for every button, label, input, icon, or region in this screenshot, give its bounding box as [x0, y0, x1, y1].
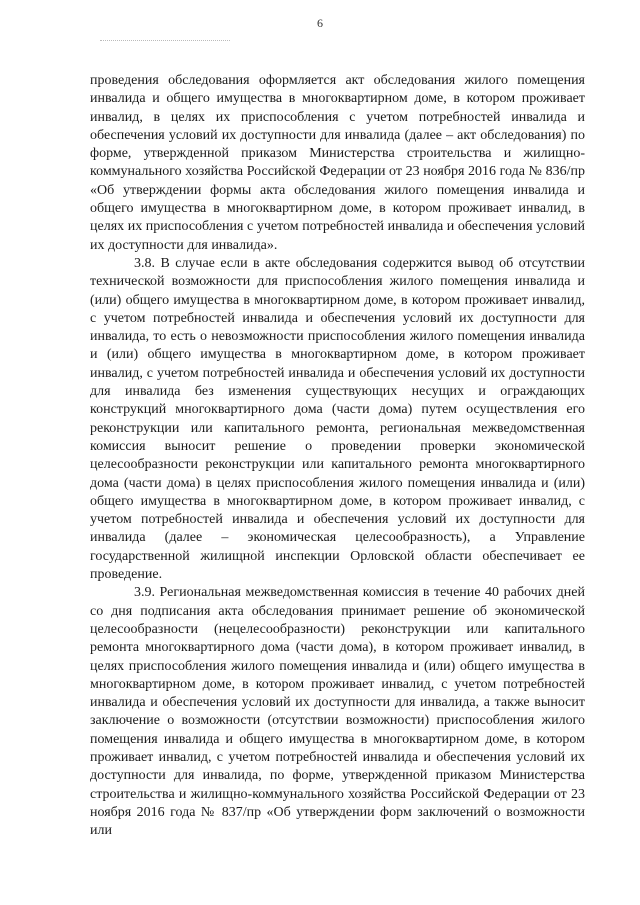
page-number: 6	[317, 16, 323, 30]
document-body	[90, 72, 585, 840]
paragraph-3-9: 3.9. Региональная межведомственная комиссия в течение 40 рабочих дней со дня подписания акта обследования принимает решение об экономической целесообразности (нецелесообразности) реконструкции или капитального ремонта многоквартирного дома (части дома), в котором проживает инвалид, в целях приспособления жилого помещения инвалида и (или) общего имущества в многоквартирном доме, в котором проживает инвалид, с учетом потребностей инвалида и обеспечения условий их доступности для инвалида, а также выносит заключение о возможности (отсутствии возможности) приспособления жилого помещения инвалида и общего имущества в многоквартирном доме, в котором проживает инвалид, с учетом потребностей инвалида и обеспечения условий их доступности для инвалида, по форме, утвержденной приказом Министерства строительства и жилищно-коммунального хозяйства Российской Федерации от 23 ноября 2016 года № 837/пр «Об утверждении форм заключений о возможности или	[90, 585, 585, 839]
scan-margin-mark	[100, 40, 230, 42]
paragraph-continuation: проведения обследования оформляется акт обследования жилого помещения инвалида и общего имущества в многоквартирном доме, в котором проживает инвалид, в целях их приспособления с учетом потребностей инвалида и обеспечения условий их доступности для инвалида (далее – акт обследования) по форме, утвержденной приказом Министерства строительства и жилищно-коммунального хозяйства Российской Федерации от 23 ноября 2016 года № 836/пр «Об утверждении формы акта обследования жилого помещения инвалида и общего имущества в многоквартирном доме, в котором проживает инвалид, в целях их приспособления с учетом потребностей инвалида и обеспечения условий их доступности для инвалида».	[90, 73, 585, 253]
paragraph-3-8: 3.8. В случае если в акте обследования содержится вывод об отсутствии технической возможности для приспособления жилого помещения инвалида и (или) общего имущества в многоквартирном доме, в котором проживает инвалид, с учетом потребностей инвалида и обеспечения условий их доступности для инвалида, то есть о невозможности приспособления жилого помещения инвалида и (или) общего имущества в многоквартирном доме, в котором проживает инвалид, с учетом потребностей инвалида и обеспечения условий их доступности для инвалида без изменения существующих несущих и ограждающих конструкций многоквартирного дома (части дома) путем осуществления его реконструкции или капитального ремонта, региональная межведомственная комиссия выносит решение о проведении проверки экономической целесообразности реконструкции или капитального ремонта многоквартирного дома (части дома) в целях приспособления жилого помещения инвалида и (или) общего имущества в многоквартирном доме, в котором проживает инвалид, с учетом потребностей инвалида и обеспечения условий их доступности для инвалида (далее – экономическая целесообразность), а Управление государственной жилищной инспекции Орловской области обеспечивает ее проведение.	[90, 255, 585, 583]
